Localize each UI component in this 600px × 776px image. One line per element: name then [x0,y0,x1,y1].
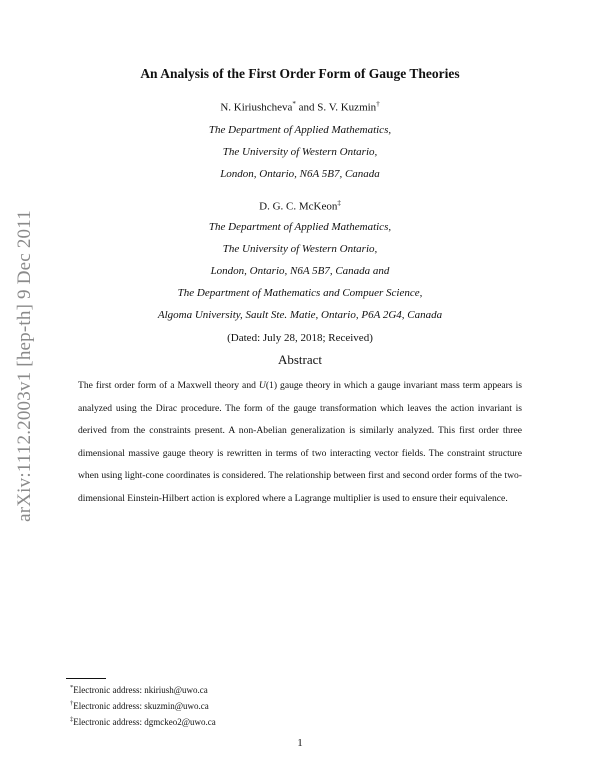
paper-title: An Analysis of the First Order Form of Gauge Theories [140,66,460,81]
author-line-1 [0,100,600,114]
abstract-text-part: The first order form of a Maxwell theory and [78,380,259,391]
affiliation-line: London, Ontario, N6A 5B7, Canada and [210,265,390,277]
footnote-text: Electronic address: skuzmin@uwo.ca [73,701,209,711]
abstract-math-u: U [258,380,266,391]
footnote-text: Electronic address: dgmckeo2@uwo.ca [73,717,216,727]
author-and: and [298,101,315,114]
abstract-heading: Abstract [277,352,323,367]
affiliation-line: The University of Western Ontario, [222,146,378,158]
affiliation-line: The Department of Mathematics and Compuer Science, [177,287,423,299]
arxiv-stamp-text: arXiv:1112.2003v1 [hep-th] 9 Dec 2011 [14,210,36,522]
affiliation-line: The Department of Applied Mathematics, [208,221,392,233]
abstract-text [78,375,522,511]
author-kuzmin: S. V. Kuzmin [317,101,377,114]
footnote-rule [66,678,106,679]
abstract-text-part: (1) gauge theory in which a gauge invariant mass term appears is analyzed using the Dirac procedure. The form of the gauge transformation which leaves the action invariant is derived from the constraints present. A non-Abelian generalization is similarly analyzed. This first order three dimensional massive gauge theory is rewritten in terms of two interacting vector fields. The constraint structure when using light-cone coordinates is considered. The relationship between first and second order forms of the two-dimensional Einstein-Hilbert action is explored where a Lagrange multiplier is used to ensure their equivalence. [78,380,522,504]
dated-line: (Dated: July 28, 2018; Received) [227,332,373,344]
footnote [70,716,216,727]
author-mckeon: D. G. C. McKeon [259,200,338,213]
affiliation-line: Algoma University, Sault Ste. Matie, Ontario, P6A 2G4, Canada [157,309,443,321]
footnote [70,684,208,695]
affiliation-line: The University of Western Ontario, [222,243,378,255]
author-line-2 [0,199,600,213]
footnote-mark: * [70,684,74,691]
author-mark: † [376,100,380,108]
page-number: 1 [297,737,303,749]
footnote-mark: ‡ [70,716,74,723]
affiliation-line: The Department of Applied Mathematics, [208,124,392,136]
footnote [70,700,209,711]
abstract-body [78,375,522,511]
affiliation-line: London, Ontario, N6A 5B7, Canada [220,168,380,180]
author-kiriushcheva: N. Kiriushcheva [220,101,293,114]
author-mark: ‡ [337,199,341,207]
author-mark: * [292,100,296,108]
footnote-mark: † [70,700,74,707]
footnote-text: Electronic address: nkiriush@uwo.ca [73,685,208,695]
